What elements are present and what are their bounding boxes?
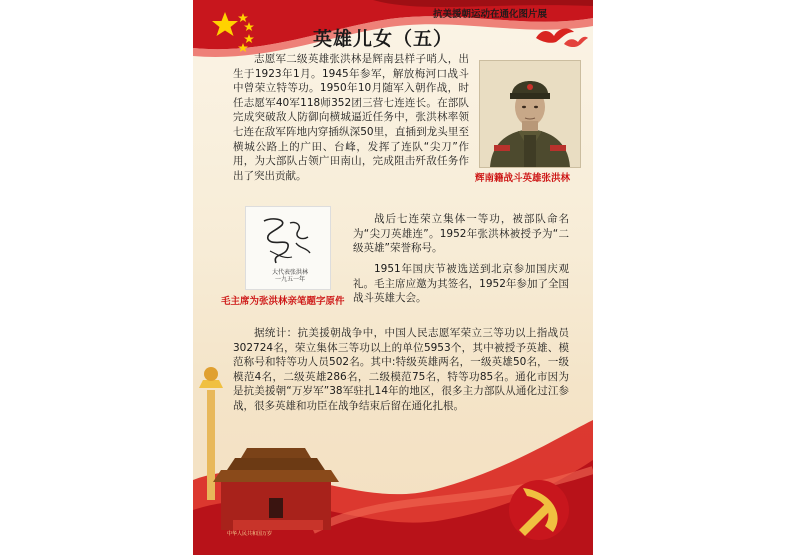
paragraph-biography: 志愿军二级英雄张洪林是辉南县样子哨人，出生于1923年1月。1945年参军，解放梅河口战斗中曾荣立特等功。1950年10月随军入朝作战，时任志愿军40军118师352团三营七连连长。在部队完成突破敌人防御向横城逼近任务中，张洪林率领七连在敌军阵地内穿插纵深50里，直插到龙头里至横城公路上的广田、台峰，发挥了连队“尖刀”作用，为大部队占领广田南山，完成阻击歼敌任务作出了突出贡献。 <box>233 53 469 182</box>
paragraph-statistics: 据统计：抗美援朝战争中，中国人民志愿军荣立三等功以上指战员302724名，荣立集体三等功以上的单位5953个，其中被授予英雄、模范称号和特等功人员502名。其中:特级英雄两名，一级英雄50名，一级模范4名，二级英雄286名，二级模范75名，特等功85名。通化市因为是抗美援朝“万岁军”38军驻扎14年的地区，很多主力部队从通化过江参战，很多英雄和功臣在战争结束后留在通化扎根。 <box>233 327 569 412</box>
portrait-caption: 辉南籍战斗英雄张洪林 <box>475 173 571 184</box>
doves-icon <box>528 20 588 50</box>
flag-stars-icon <box>211 10 257 56</box>
bottom-decoration <box>193 360 593 555</box>
calligraphy-caption: 毛主席为张洪林亲笔题字原件 <box>221 296 345 307</box>
paragraph-honor: 战后七连荣立集体一等功，被部队命名为“尖刀英雄连”。1952年张洪林被授予为“二级英雄”荣誉称号。 <box>353 213 569 255</box>
paragraph-national-day: 1951年国庆节被选送到北京参加国庆观礼。毛主席应邀为其签名，1952年参加了全国战斗英雄大会。 <box>353 263 569 305</box>
gate-banner-text: 中华人民共和国万岁 <box>227 531 273 537</box>
hero-portrait <box>479 60 581 168</box>
calligraphy-inscription: 大代表张洪林 一九五一年 <box>271 269 308 283</box>
exhibition-series-title: 抗美援朝运动在通化图片展 <box>433 9 548 20</box>
portrait-illustration <box>480 61 580 167</box>
page-title: 英雄儿女（五） <box>313 28 454 50</box>
poster <box>193 0 593 555</box>
calligraphy-image <box>245 206 331 290</box>
